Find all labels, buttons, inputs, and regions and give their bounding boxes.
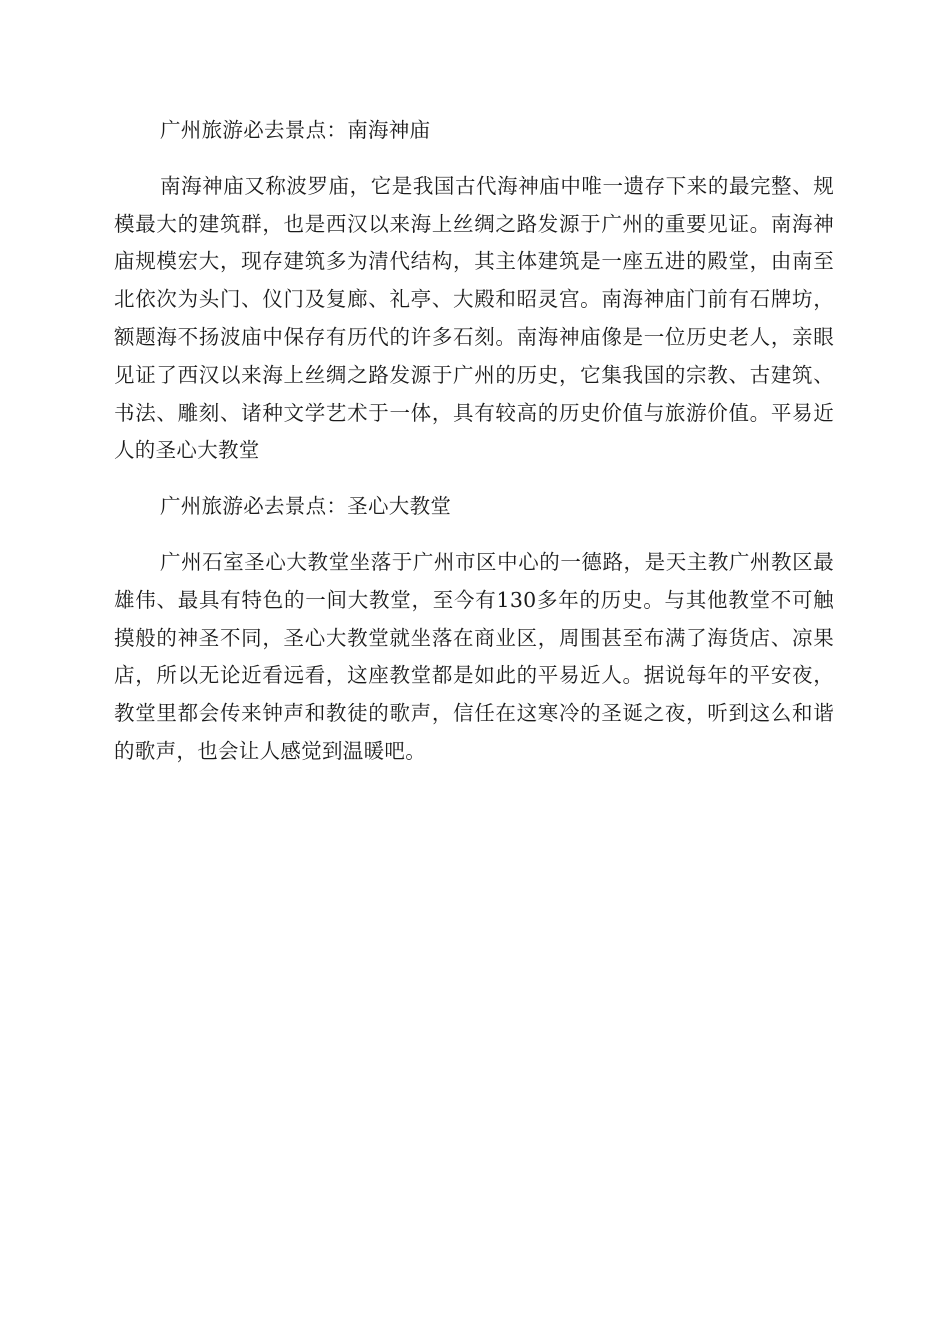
section-paragraph-sacred-heart-cathedral: 广州石室圣心大教堂坐落于广州市区中心的一德路，是天主教广州教区最雄伟、最具有特色的一间大教堂，至今有130多年的历史。与其他教堂不可触摸般的神圣不同，圣心大教堂就坐落在商业区，周围甚至布满了海货店、凉果店，所以无论近看远看，这座教堂都是如此的平易近人。据说每年的平安夜，教堂里都会传来钟声和教徒的歌声，信任在这寒冷的圣诞之夜，听到这么和谐的歌声，也会让人感觉到温暖吧。 (114, 549, 834, 763)
section-heading-nanhai-temple: 广州旅游必去景点：南海神庙 (160, 118, 431, 142)
section-heading-sacred-heart-cathedral: 广州旅游必去景点：圣心大教堂 (160, 494, 452, 519)
section-paragraph-nanhai-temple: 南海神庙又称波罗庙，它是我国古代海神庙中唯一遗存下来的最完整、规模最大的建筑群，也是西汉以来海上丝绸之路发源于广州的重要见证。南海神庙规模宏大，现存建筑多为清代结构，其主体建筑是一座五进的殿堂，由南至北依次为头门、仪门及复廊、礼亭、大殿和昭灵宫。南海神庙门前有石牌坊，额题海不扬波庙中保存有历代的许多石刻。南海神庙像是一位历史老人，亲眼见证了西汉以来海上丝绸之路发源于广州的历史，它集我国的宗教、古建筑、书法、雕刻、诸种文学艺术于一体，具有较高的历史价值与旅游价值。平易近人的圣心大教堂 (114, 173, 834, 463)
document-body (114, 112, 834, 789)
